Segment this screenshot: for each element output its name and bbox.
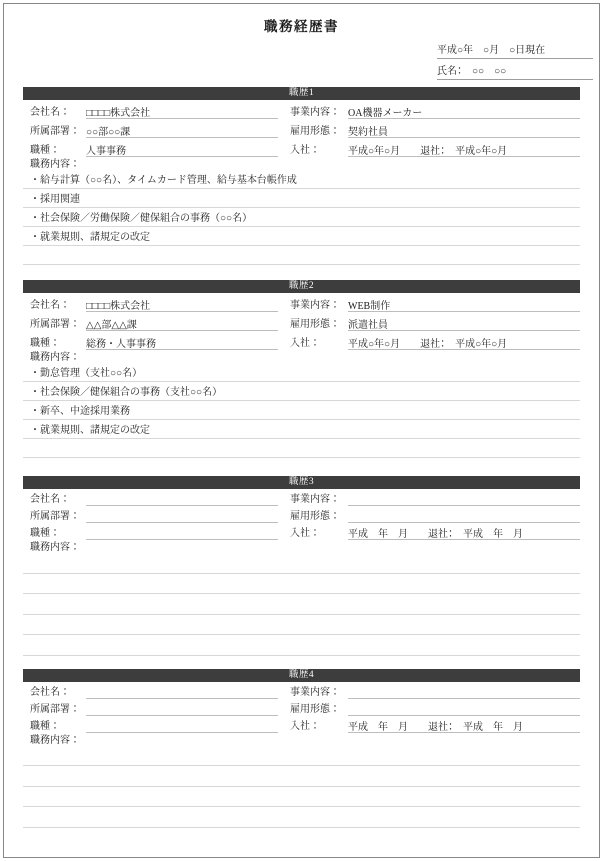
section-heading: 職歴3 [23,476,580,489]
duty-line [23,766,580,787]
document-page [3,3,600,858]
company-label: 会社名： [30,494,70,505]
jobtype-label: 職種： [30,720,60,732]
employment-value: 派遣社員 [348,316,580,331]
company-value [86,684,278,699]
duties-label: 職務内容： [30,542,80,553]
section-jobhistory-1 [23,87,580,265]
company-value: □□□□株式会社 [86,104,278,119]
jobtype-value [86,525,278,540]
section-jobhistory-2 [23,280,580,458]
tenure-value: 平成 年 月 退社： 平成 年 月 [348,718,580,733]
duty-line [23,787,580,808]
duties-label: 職務内容： [30,352,80,363]
company-value [86,491,278,506]
field-row [23,489,580,506]
department-label: 所属部署： [30,703,80,715]
section-jobhistory-4 [23,669,580,828]
field-row [23,506,580,523]
duty-line [23,553,580,574]
section-heading: 職歴4 [23,669,580,682]
field-row [23,119,580,138]
field-row [23,138,580,157]
company-label: 会社名： [30,300,70,311]
duty-line: ・給与計算（○○名）、タイムカード管理、給与基本台帳作成 [23,170,580,189]
employment-value [348,701,580,716]
tenure-value: 平成○年○月 退社： 平成○年○月 [348,142,580,157]
department-label: 所属部署： [30,511,80,522]
duty-line: ・社会保険／健保組合の事務（支社○○名） [23,382,580,401]
department-value [86,508,278,523]
jobtype-value: 総務・人事事務 [86,335,278,350]
duty-line [23,594,580,615]
field-row [23,293,580,312]
department-value [86,701,278,716]
duty-line: ・就業規則、諸規定の改定 [23,420,580,439]
page-title: 職務経歴書 [264,19,339,34]
duty-line [23,635,580,656]
tenure-value: 平成 年 月 退社： 平成 年 月 [348,525,580,540]
department-label: 所属部署： [30,126,80,137]
section-heading: 職歴1 [23,87,580,100]
duty-line: ・社会保険／労働保険／健保組合の事務（○○名） [23,208,580,227]
jobtype-value [86,718,278,733]
duties-label: 職務内容： [30,159,80,170]
joined-label: 入社： [290,145,320,156]
duty-line [23,615,580,636]
jobtype-value: 人事事務 [86,142,278,157]
business-label: 事業内容： [290,300,340,311]
field-row [23,312,580,331]
business-value: OA機器メーカー [348,104,580,119]
business-value [348,684,580,699]
business-label: 事業内容： [290,686,340,698]
section-heading: 職歴2 [23,280,580,293]
business-label: 事業内容： [290,494,340,505]
jobtype-label: 職種： [30,528,60,539]
company-label: 会社名： [30,686,70,698]
company-label: 会社名： [30,107,70,118]
employment-value [348,508,580,523]
duty-line [23,439,580,458]
date-current-line: 平成○年 ○月 ○日現在 [437,39,593,59]
department-value: △△部△△課 [86,316,278,331]
duty-line [23,574,580,595]
joined-label: 入社： [290,528,320,539]
employment-label: 雇用形態： [290,703,340,715]
header-right-block [437,39,593,80]
joined-label: 入社： [290,338,320,349]
field-row [23,331,580,350]
field-row [23,699,580,716]
joined-label: 入社： [290,720,320,732]
employment-label: 雇用形態： [290,511,340,522]
duty-line: ・勤怠管理（支社○○名） [23,363,580,382]
duties-label: 職務内容： [30,734,80,746]
section-jobhistory-3 [23,476,580,656]
jobtype-label: 職種： [30,338,60,349]
duty-line [23,246,580,265]
field-row [23,716,580,733]
field-row [23,523,580,540]
business-value: WEB制作 [348,297,580,312]
duty-line [23,807,580,828]
tenure-value: 平成○年○月 退社： 平成○年○月 [348,335,580,350]
duty-line: ・新卒、中途採用業務 [23,401,580,420]
business-value [348,491,580,506]
department-label: 所属部署： [30,319,80,330]
department-value: ○○部○○課 [86,123,278,138]
duty-line [23,746,580,767]
duty-line: ・就業規則、諸規定の改定 [23,227,580,246]
field-row [23,100,580,119]
employment-label: 雇用形態： [290,319,340,330]
name-line: 氏名： ○○ ○○ [437,59,593,80]
employment-label: 雇用形態： [290,126,340,137]
document-content [4,18,599,828]
jobtype-label: 職種： [30,145,60,156]
company-value: □□□□株式会社 [86,297,278,312]
duty-line: ・採用関連 [23,189,580,208]
business-label: 事業内容： [290,107,340,118]
employment-value: 契約社員 [348,123,580,138]
field-row [23,682,580,699]
